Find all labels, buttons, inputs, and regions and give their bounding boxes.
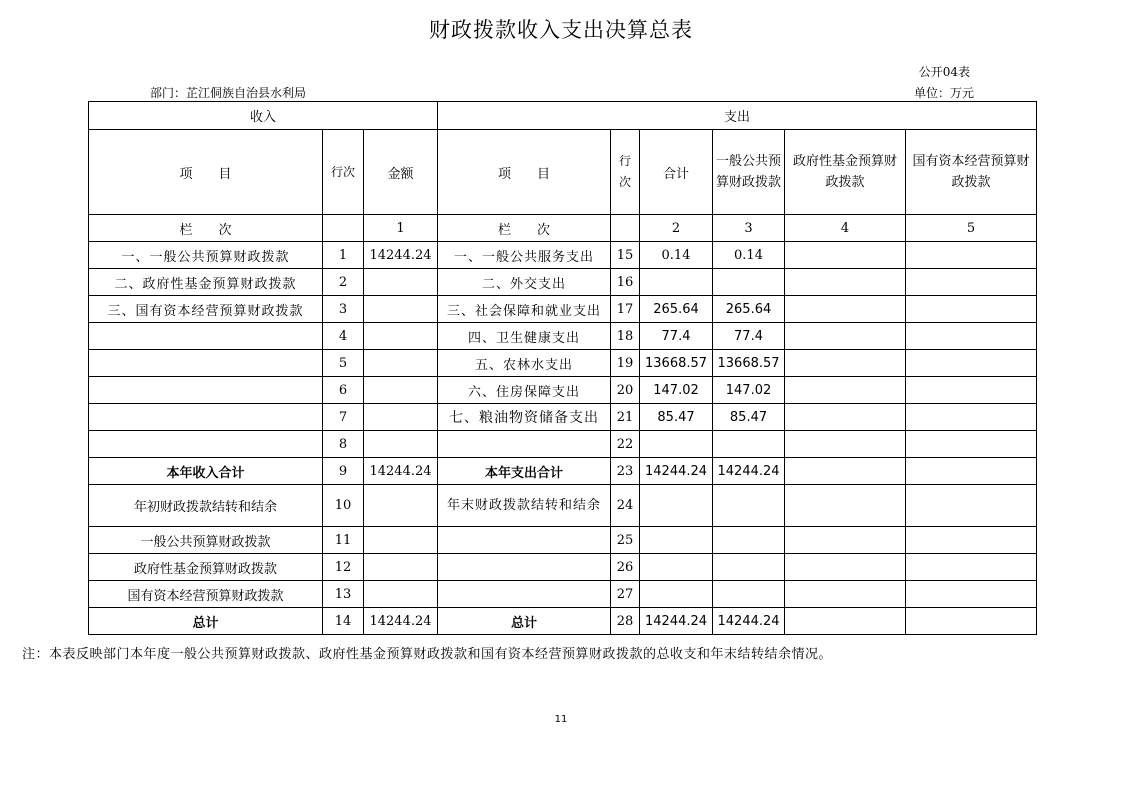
state-amount [906, 527, 1037, 554]
general-amount: 77.4 [713, 323, 785, 350]
income-row-no: 13 [323, 581, 364, 608]
state-amount [906, 350, 1037, 377]
table-row [89, 581, 1037, 608]
state-amount [906, 458, 1037, 485]
general-amount: 0.14 [713, 242, 785, 269]
expense-row-no: 24 [611, 485, 640, 527]
general-amount [713, 581, 785, 608]
state-amount [906, 242, 1037, 269]
general-amount: 14244.24 [713, 608, 785, 635]
income-amount [364, 323, 438, 350]
general-amount: 265.64 [713, 296, 785, 323]
fund-amount [785, 485, 906, 527]
total-amount [640, 269, 713, 296]
income-item: 年初财政拨款结转和结余 [89, 485, 323, 527]
expense-item-header: 项 目 [438, 130, 611, 215]
income-amount [364, 296, 438, 323]
income-row-no: 4 [323, 323, 364, 350]
general-amount [713, 554, 785, 581]
general-amount [713, 527, 785, 554]
total-amount: 14244.24 [640, 458, 713, 485]
expense-row-no: 25 [611, 527, 640, 554]
table-row [89, 554, 1037, 581]
income-item: 总计 [89, 608, 323, 635]
income-amount [364, 554, 438, 581]
expense-item [438, 431, 611, 458]
table-row [89, 431, 1037, 458]
empty-cell [611, 215, 640, 242]
table-row-grand-total [89, 608, 1037, 635]
income-item [89, 323, 323, 350]
income-item: 一般公共预算财政拨款 [89, 527, 323, 554]
state-amount [906, 608, 1037, 635]
page-number: 11 [554, 714, 568, 725]
fund-amount [785, 242, 906, 269]
income-row-no: 1 [323, 242, 364, 269]
total-amount [640, 581, 713, 608]
income-amount [364, 581, 438, 608]
income-item: 三、国有资本经营预算财政拨款 [89, 296, 323, 323]
expense-item [438, 554, 611, 581]
expense-row-no: 16 [611, 269, 640, 296]
general-budget-header: 一般公共预算财政拨款 [713, 130, 785, 215]
total-amount [640, 431, 713, 458]
state-amount [906, 554, 1037, 581]
fund-amount [785, 296, 906, 323]
income-item [89, 431, 323, 458]
general-amount: 147.02 [713, 377, 785, 404]
expense-item [438, 527, 611, 554]
income-amount [364, 269, 438, 296]
income-lanci-label: 栏 次 [89, 215, 323, 242]
fund-amount [785, 554, 906, 581]
total-amount [640, 527, 713, 554]
income-item: 二、政府性基金预算财政拨款 [89, 269, 323, 296]
fund-amount [785, 581, 906, 608]
state-amount [906, 404, 1037, 431]
table-row [89, 323, 1037, 350]
lanci-2: 2 [640, 215, 713, 242]
income-amount [364, 404, 438, 431]
total-amount [640, 485, 713, 527]
lanci-5: 5 [906, 215, 1037, 242]
expense-row-no: 20 [611, 377, 640, 404]
income-item [89, 377, 323, 404]
expense-item: 五、农林水支出 [438, 350, 611, 377]
income-item: 政府性基金预算财政拨款 [89, 554, 323, 581]
table-row [89, 296, 1037, 323]
income-row-no: 9 [323, 458, 364, 485]
income-row-no: 6 [323, 377, 364, 404]
expense-row-no: 23 [611, 458, 640, 485]
column-index-row [89, 215, 1037, 242]
expense-item: 七、粮油物资储备支出 [438, 404, 611, 431]
table-row [89, 485, 1037, 527]
expense-row-no: 27 [611, 581, 640, 608]
income-item [89, 404, 323, 431]
total-amount: 0.14 [640, 242, 713, 269]
page-title: 财政拨款收入支出决算总表 [429, 18, 693, 42]
form-number: 公开04表 [918, 65, 970, 79]
general-amount: 85.47 [713, 404, 785, 431]
lanci-3: 3 [713, 215, 785, 242]
expense-row-no: 28 [611, 608, 640, 635]
expense-item: 六、住房保障支出 [438, 377, 611, 404]
footnote: 注：本表反映部门本年度一般公共预算财政拨款、政府性基金预算财政拨款和国有资本经营预算财政拨款的总收支和年末结转结余情况。 [22, 647, 833, 662]
expense-item: 总计 [438, 608, 611, 635]
empty-cell [323, 215, 364, 242]
expense-item: 三、社会保障和就业支出 [438, 296, 611, 323]
income-amount [364, 377, 438, 404]
expense-row-no: 18 [611, 323, 640, 350]
income-row-no: 11 [323, 527, 364, 554]
unit-label: 单位：万元 [913, 86, 974, 100]
expense-item: 年末财政拨款结转和结余 [438, 485, 611, 527]
table-row-year-total [89, 458, 1037, 485]
total-amount: 14244.24 [640, 608, 713, 635]
income-amount [364, 527, 438, 554]
expense-item: 二、外交支出 [438, 269, 611, 296]
income-row-no: 10 [323, 485, 364, 527]
fund-amount [785, 608, 906, 635]
expense-row-no: 19 [611, 350, 640, 377]
fund-amount [785, 458, 906, 485]
income-row-no: 12 [323, 554, 364, 581]
lanci-4: 4 [785, 215, 906, 242]
section-header-row [89, 102, 1037, 130]
state-amount [906, 296, 1037, 323]
income-amount [364, 350, 438, 377]
table-row [89, 350, 1037, 377]
state-amount [906, 431, 1037, 458]
income-section-header: 收入 [89, 102, 438, 130]
state-capital-header: 国有资本经营预算财政拨款 [906, 130, 1037, 215]
lanci-1: 1 [364, 215, 438, 242]
income-amount [364, 431, 438, 458]
expense-item: 四、卫生健康支出 [438, 323, 611, 350]
total-amount: 13668.57 [640, 350, 713, 377]
state-amount [906, 323, 1037, 350]
income-row-no: 8 [323, 431, 364, 458]
expense-row-no: 22 [611, 431, 640, 458]
expense-row-no-header: 行次 [611, 130, 640, 215]
expense-section-header: 支出 [438, 102, 1037, 130]
income-amount: 14244.24 [364, 242, 438, 269]
income-item: 一、一般公共预算财政拨款 [89, 242, 323, 269]
table-row [89, 242, 1037, 269]
income-row-no-header: 行次 [323, 130, 364, 215]
fund-amount [785, 323, 906, 350]
income-amount [364, 485, 438, 527]
income-item: 国有资本经营预算财政拨款 [89, 581, 323, 608]
income-row-no: 3 [323, 296, 364, 323]
state-amount [906, 581, 1037, 608]
income-amount: 14244.24 [364, 608, 438, 635]
expense-lanci-label: 栏 次 [438, 215, 611, 242]
general-amount [713, 269, 785, 296]
income-amount: 14244.24 [364, 458, 438, 485]
department-label: 部门：芷江侗族自治县水利局 [150, 86, 307, 100]
table-row [89, 269, 1037, 296]
total-amount: 77.4 [640, 323, 713, 350]
expense-item [438, 581, 611, 608]
total-amount: 265.64 [640, 296, 713, 323]
income-item [89, 350, 323, 377]
income-row-no: 7 [323, 404, 364, 431]
expense-row-no: 15 [611, 242, 640, 269]
general-amount [713, 485, 785, 527]
fund-amount [785, 527, 906, 554]
expense-row-no: 26 [611, 554, 640, 581]
fund-amount [785, 377, 906, 404]
fund-amount [785, 404, 906, 431]
total-amount: 147.02 [640, 377, 713, 404]
table-row [89, 377, 1037, 404]
expense-row-no: 21 [611, 404, 640, 431]
income-item-header: 项 目 [89, 130, 323, 215]
income-row-no: 14 [323, 608, 364, 635]
state-amount [906, 377, 1037, 404]
expense-row-no: 17 [611, 296, 640, 323]
total-amount: 85.47 [640, 404, 713, 431]
total-header: 合计 [640, 130, 713, 215]
fiscal-summary-table [88, 101, 1037, 635]
fund-amount [785, 431, 906, 458]
fund-amount [785, 269, 906, 296]
column-header-row [89, 130, 1037, 215]
table-row [89, 527, 1037, 554]
expense-item: 本年支出合计 [438, 458, 611, 485]
income-amount-header: 金额 [364, 130, 438, 215]
general-amount [713, 431, 785, 458]
general-amount: 13668.57 [713, 350, 785, 377]
total-amount [640, 554, 713, 581]
income-row-no: 5 [323, 350, 364, 377]
expense-item: 一、一般公共服务支出 [438, 242, 611, 269]
state-amount [906, 269, 1037, 296]
fund-budget-header: 政府性基金预算财政拨款 [785, 130, 906, 215]
income-row-no: 2 [323, 269, 364, 296]
table-row [89, 404, 1037, 431]
state-amount [906, 485, 1037, 527]
fund-amount [785, 350, 906, 377]
income-item: 本年收入合计 [89, 458, 323, 485]
general-amount: 14244.24 [713, 458, 785, 485]
